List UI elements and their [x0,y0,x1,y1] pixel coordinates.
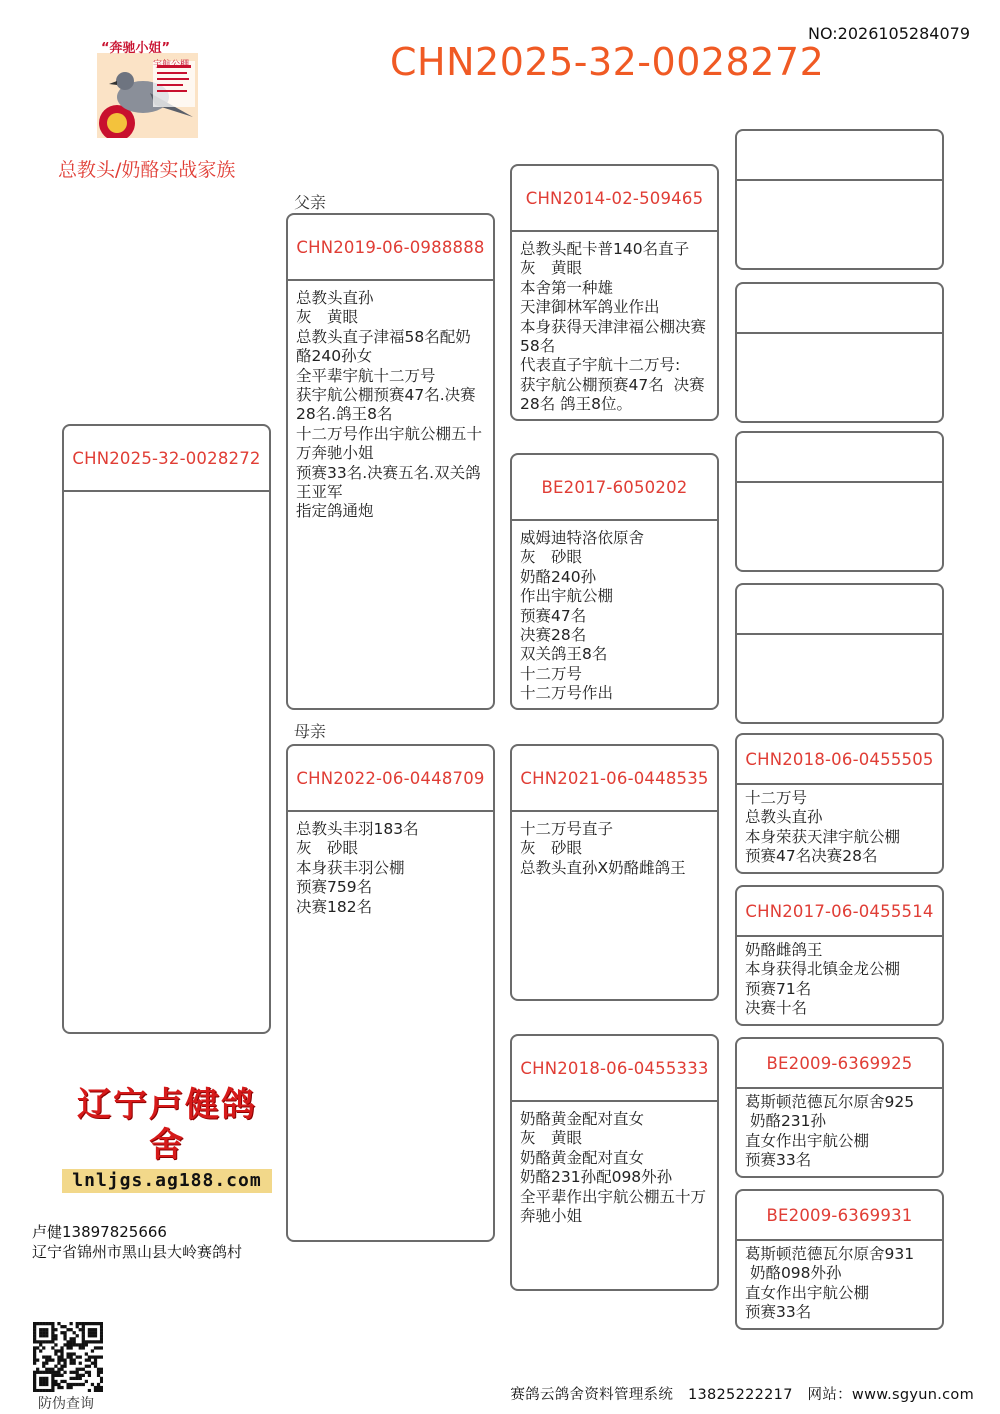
note-line: 总教头配卡普140名直子 [520,240,690,258]
note-line: 奶酪231孙配098外孙 [520,1168,673,1187]
note-line: 预赛33名 [745,1151,812,1170]
loft-logo [62,1085,272,1191]
dam-notes [288,812,493,917]
note-line: 十二万号 [745,789,808,807]
ggp-ring-6: CHN2017-06-0455514 [737,887,942,937]
note-line: 预赛759名 [296,878,373,897]
note-line: 预赛33名.决赛五名.双关鸽王亚军 [296,463,481,502]
note-line: 奶酪黄金配对直女 [520,1110,645,1128]
ggp-ring-8: BE2009-6369931 [737,1191,942,1241]
note-line: 本身获丰羽公棚 [296,858,405,877]
document-number: NO:2026105284079 [807,24,970,43]
note-line: 决赛十名 [745,999,808,1018]
loft-site: lnljgs.ag188.com [62,1169,272,1193]
note-line: 本身获得北镇金龙公棚 [745,960,901,979]
dam-sire-card [510,744,719,1001]
note-line: 总教头直孙 [296,289,374,307]
ggp-card-6 [735,885,944,1026]
note-line: 预赛71名 [745,979,812,998]
contact-info [32,1222,242,1262]
dam-dam-card [510,1034,719,1291]
mother-label: 母亲 [294,722,327,741]
note-line: 奶酪098外孙 [745,1264,842,1283]
ggp-ring-4 [737,585,942,635]
ggp-card-1 [735,129,944,270]
note-line: 灰 砂眼 [296,839,359,858]
note-line: 总教头直子津福58名配奶酪240孙女 [296,327,471,366]
note-line: 奶酪雌鸽王 [745,941,823,959]
note-line: 奶酪240孙 [520,567,597,586]
family-line: 总教头/奶酪实战家族 [58,159,236,181]
note-line: 指定鸽通炮 [296,502,374,521]
ggp-ring-5: CHN2018-06-0455505 [737,735,942,785]
note-line: 获宇航公棚预赛47名 决赛28名 鸽王8位。 [520,375,705,414]
note-line: 直女作出宇航公棚 [745,1283,870,1302]
sire-ring: CHN2019-06-0988888 [288,215,493,281]
dam-dam-notes [512,1102,717,1226]
note-line: 全平辈作出宇航公棚五十万奔驰小姐 [520,1187,707,1226]
note-line: 十二万号 [520,664,583,683]
note-line: 灰 砂眼 [520,839,583,858]
note-line: 作出宇航公棚 [520,587,614,606]
note-line: 总教头直孙 [745,808,823,827]
ggp-card-2 [735,282,944,423]
note-line: 总教头直孙X奶酪雌鸽王 [520,858,686,877]
note-line: 本身获得天津津福公棚决赛58名 [520,317,707,356]
note-line: 总教头丰羽183名 [296,820,419,838]
note-line: 灰 黄眼 [296,308,359,327]
dam-sire-ring: CHN2021-06-0448535 [512,746,717,812]
ggp-ring-3 [737,433,942,483]
qr-code[interactable] [33,1322,103,1392]
sire-dam-ring: BE2017-6050202 [512,455,717,521]
sire-sire-card [510,164,719,421]
ggp-card-8 [735,1189,944,1330]
note-line: 获宇航公棚预赛47名.决赛28名.鸽王8名 [296,386,476,424]
sire-notes [288,281,493,522]
note-line: 葛斯顿范德瓦尔原舍925 [745,1093,915,1111]
note-line: 本舍第一种雄 [520,278,614,297]
note-line: 十二万号直子 [520,820,614,838]
qr-label[interactable]: 防伪查询 [38,1396,94,1412]
note-line: 决赛28名 [520,626,587,645]
note-line: 全平辈宇航十二万号 [296,366,436,385]
note-line: 十二万号作出宇航公棚五十万奔驰小姐 [296,424,483,463]
ggp-ring-2 [737,284,942,334]
ggp-notes-7 [737,1089,942,1171]
sire-sire-notes [512,232,717,415]
subject-card [62,424,271,1034]
ggp-card-5 [735,733,944,874]
sire-card [286,213,495,710]
dam-sire-notes [512,812,717,878]
ggp-notes-5 [737,785,942,867]
ggp-card-3 [735,431,944,572]
sire-dam-notes [512,521,717,704]
note-line: 葛斯顿范德瓦尔原舍931 [745,1245,915,1263]
note-line: 十二万号作出 [520,684,614,703]
subject-ring: CHN2025-32-0028272 [64,426,269,492]
dam-ring: CHN2022-06-0448709 [288,746,493,812]
note-line: 预赛33名 [745,1303,812,1322]
note-line: 双关鸽王8名 [520,645,608,664]
note-line: 灰 砂眼 [520,548,583,567]
note-line: 预赛47名决赛28名 [745,847,878,866]
note-line: 奶酪231孙 [745,1112,827,1131]
contact-phone: 卢健13897825666 [32,1223,167,1241]
ggp-notes-8 [737,1241,942,1323]
ggp-card-4 [735,583,944,724]
contact-address: 辽宁省锦州市黑山县大岭赛鸽村 [32,1243,243,1261]
note-line: 决赛182名 [296,897,373,916]
ggp-ring-1 [737,131,942,181]
father-label: 父亲 [294,193,327,212]
sire-dam-card [510,453,719,710]
note-line: 灰 黄眼 [520,259,583,278]
ggp-notes-6 [737,937,942,1019]
pigeon-photo [95,35,200,138]
ggp-ring-7: BE2009-6369925 [737,1039,942,1089]
note-line: 本身荣获天津宇航公棚 [745,827,901,846]
logo-caption: “奔驰小姐” [101,41,171,56]
note-line: 直女作出宇航公棚 [745,1131,870,1150]
note-line: 代表直子宇航十二万号: [520,356,681,375]
loft-name: 辽宁卢健鸽舍 [77,1085,257,1165]
logo-sub: 宇航公棚 [153,60,190,70]
sire-sire-ring: CHN2014-02-509465 [512,166,717,232]
footer-text: 赛鸽云鸽舍资料管理系统 13825222217 网站：www.sgyun.com [510,1387,974,1403]
note-line: 预赛47名 [520,606,587,625]
note-line: 天津御林军鸽业作出 [520,298,660,317]
page-title: CHN2025-32-0028272 [390,40,825,84]
ggp-card-7 [735,1037,944,1178]
note-line: 威姆迪特洛依原舍 [520,529,645,547]
dam-card [286,744,495,1242]
dam-dam-ring: CHN2018-06-0455333 [512,1036,717,1102]
note-line: 灰 黄眼 [520,1129,583,1148]
note-line: 奶酪黄金配对直女 [520,1148,645,1167]
